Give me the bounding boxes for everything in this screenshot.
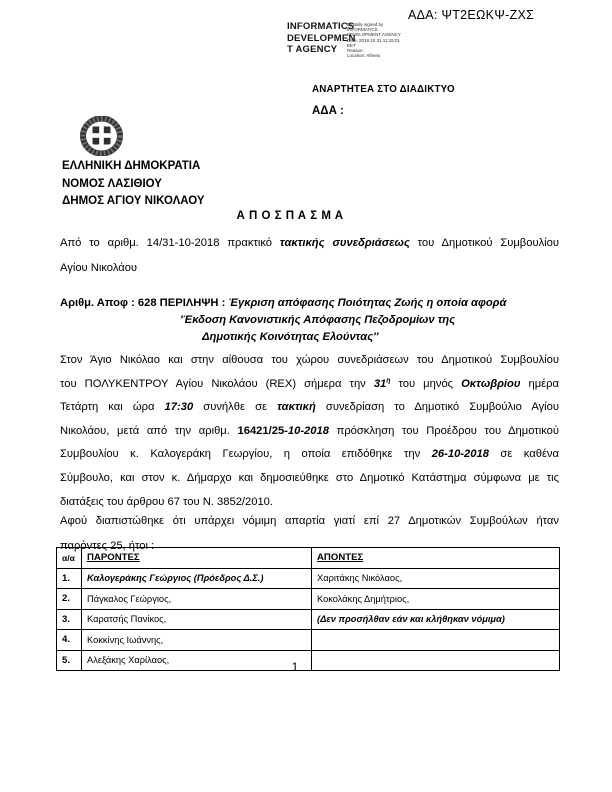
quorum-line: παρόντες 25, ήτοι : — [60, 540, 155, 552]
absent-member: Κοκολάκης Δημήτριος, — [312, 589, 560, 610]
session-line: Τετάρτη και ώρα 17:30 συνήλθε σε τακτική συνεδρίαση το Δημοτικό Συμβούλιο Αγίου — [60, 401, 560, 414]
attendance-header-row — [57, 548, 560, 569]
session-line: διατάξεις του άρθρου 67 του Ν. 3852/2010. — [60, 495, 274, 508]
signature-detail-line: DEVELOPMENT AGENCY — [347, 32, 401, 38]
session-line: του ΠΟΛΥΚΕΝΤΡΟΥ Αγίου Νικολάου (REX) σήμερα την $31^\eta$ του μηνός Οκτωβρίου ημέρα — [60, 376, 559, 390]
row-number: 5. — [57, 650, 82, 671]
anartitea-label: ΑΝΑΡΤΗΤΕΑ ΣΤΟ ΔΙΑΔΙΚΤΥΟ — [312, 84, 455, 95]
row-number: 3. — [57, 609, 82, 630]
absent-member: Χαριτάκης Νικόλαος, — [312, 568, 560, 589]
session-line: Στον Άγιο Νικόλαο και στην αίθουσα του χώρου συνεδριάσεων του Δημοτικού Συμβουλίου — [60, 354, 559, 366]
greek-coat-of-arms-icon — [80, 116, 123, 156]
row-number: 1. — [57, 568, 82, 589]
decision-number-line: Αριθμ. Αποφ : 628 ΠΕΡΙΛΗΨΗ : Έγκριση απόφασης Ποιότητας Ζωής η οποία αφορά — [60, 297, 507, 309]
present-member: Καρατσής Πανίκος, — [82, 609, 312, 630]
intro-paragraph — [60, 231, 559, 281]
table-row — [57, 568, 560, 589]
signature-detail-line: Reason: — [347, 48, 364, 54]
decision-summary — [60, 295, 559, 347]
attendance-table — [56, 547, 560, 671]
row-number: 4. — [57, 630, 82, 651]
session-line: Σύμβουλο, και στον κ. Δήμαρχο και δημοσιεύθηκε στο Δημοτικό Κατάστημα σύμφωνα με τις — [60, 471, 559, 484]
present-member: Πάγκαλος Γεώργιος, — [82, 589, 312, 610]
signature-agency-line: T AGENCY — [287, 44, 338, 55]
signature-details — [347, 22, 401, 58]
row-number: 2. — [57, 589, 82, 610]
session-line: Νικολάου, μετά από την αριθμ. 16421/25-10-2018 πρόσκληση του Προέδρου του Δημοτικού — [60, 424, 559, 437]
signature-agency-name — [287, 21, 356, 56]
absent-note: (Δεν προσήλθαν εάν και κλήθηκαν νόμιμα) — [312, 609, 560, 630]
session-line: Συμβουλίου κ. Καλογεράκη Γεωργίου, η οποία επιδόθηκε την 26-10-2018 σε καθένα — [60, 448, 559, 461]
column-header-present: ΠΑΡΟΝΤΕΣ — [82, 548, 312, 569]
signature-detail-line: Date: 2018.10.31 11:15:01 — [347, 37, 400, 43]
column-header-index: α/α — [57, 548, 82, 569]
absent-member — [312, 630, 560, 651]
signature-agency-line: INFORMATICS — [287, 21, 355, 32]
signature-detail-line: INFORMATICS — [347, 27, 378, 33]
document-title: Α Π Ο Σ Π Α Σ Μ Α — [236, 210, 344, 222]
decision-subject-line: Δημοτικής Κοινότητας Ελούντας'' — [202, 331, 379, 344]
signature-detail-line: EET — [347, 42, 356, 48]
signature-agency-line: DEVELOPMEN — [287, 32, 356, 44]
present-member: Κοκκίνης Ιωάννης, — [82, 630, 312, 651]
table-row — [57, 609, 560, 630]
ada-code: ΑΔΑ: ΨΤ2ΕΩΚΨ-ΖΧΣ — [408, 8, 535, 22]
table-row — [57, 630, 560, 651]
org-line-municipality: ΔΗΜΟΣ ΑΓΙΟΥ ΝΙΚΟΛΑΟΥ — [62, 195, 205, 207]
decision-subject-line: 'Έκδοση Κανονιστικής Απόφασης Πεζοδρομίων της — [180, 314, 456, 327]
quorum-line: Αφού διαπιστώθηκε ότι υπάρχει νόμιμη απαρτία γιατί επί 27 Δημοτικών Συμβούλων ήταν — [60, 515, 559, 527]
org-header — [62, 158, 205, 211]
column-header-absent: ΑΠΟΝΤΕΣ — [312, 548, 560, 569]
signature-detail-line: Digitally signed by — [347, 22, 384, 27]
org-line-prefecture: ΝΟΜΟΣ ΛΑΣΙΘΙΟΥ — [62, 177, 162, 190]
org-line-republic: ΕΛΛΗΝΙΚΗ ΔΗΜΟΚΡΑΤΙΑ — [62, 160, 201, 172]
intro-line: Αγίου Νικολάου — [60, 261, 138, 274]
intro-line: Από το αριθμ. 14/31-10-2018 πρακτικό τακτικής συνεδριάσεως του Δημοτικού Συμβουλίου — [60, 237, 559, 249]
session-paragraph — [60, 349, 559, 514]
table-row — [57, 589, 560, 610]
present-member: Αλεξάκης Χαρίλαος, — [82, 650, 312, 671]
present-member: Καλογεράκης Γεώργιος (Πρόεδρος Δ.Σ.) — [82, 568, 312, 589]
page-number: 1 — [291, 660, 299, 674]
signature-detail-line: Location: Athens — [347, 53, 381, 59]
ada-field-label: ΑΔΑ : — [312, 105, 344, 117]
